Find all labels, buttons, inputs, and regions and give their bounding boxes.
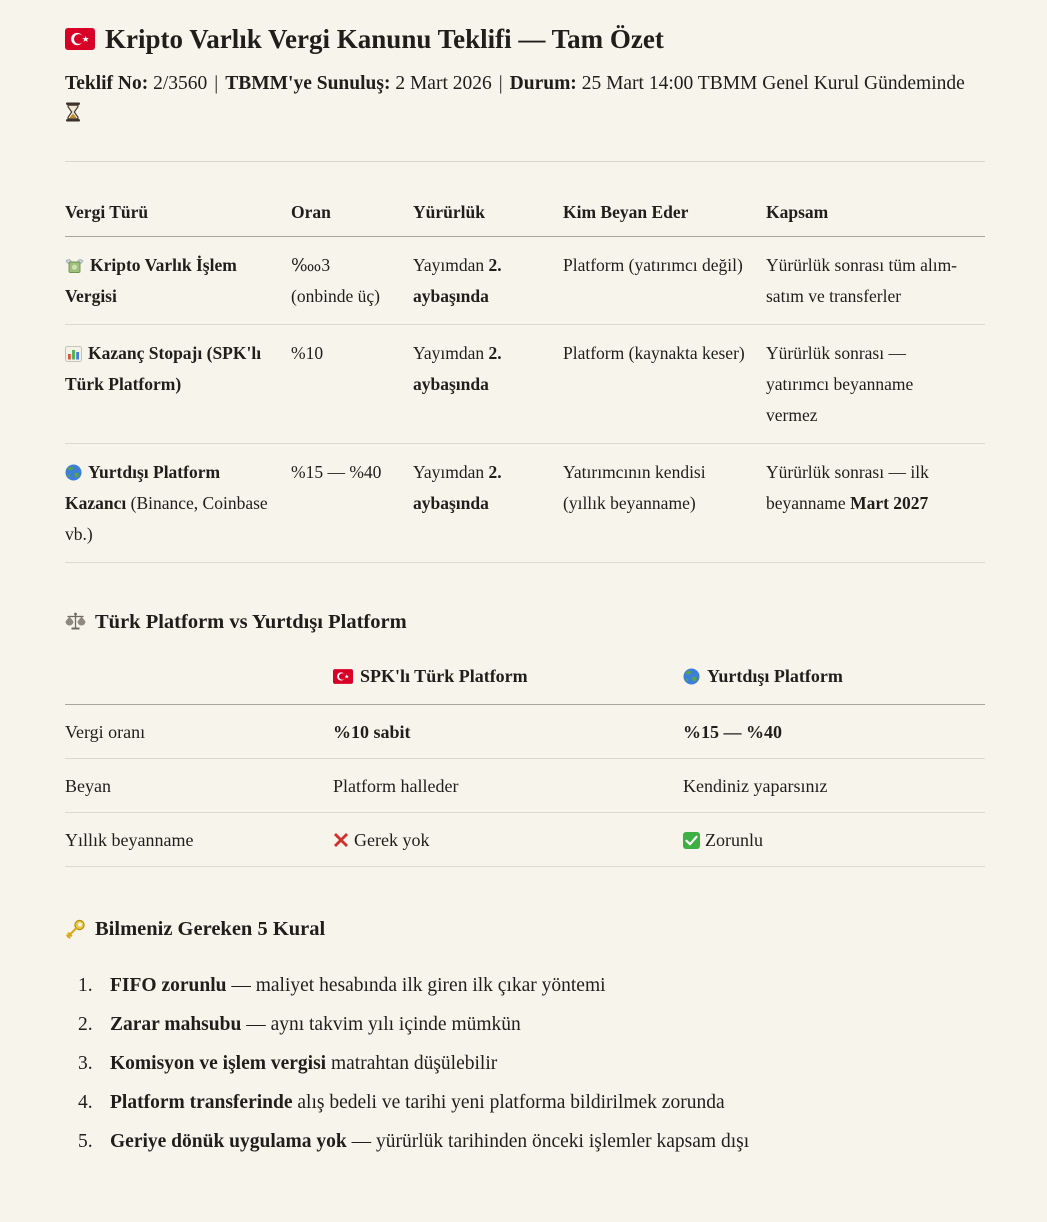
- cell-tax-name: [65, 444, 291, 563]
- comparison-foreign-value: [683, 813, 985, 866]
- tax-table-header-row: [65, 202, 985, 237]
- cell-effective: [413, 237, 563, 325]
- scope-text: Yürürlük sonrası — yatırımcı beyanname vermez: [766, 343, 914, 425]
- cell-declarer: Platform (yatırımcı değil): [563, 237, 766, 325]
- rule-text: [110, 1087, 725, 1118]
- tax-name-text: Yurtdışı Platform Kazancı: [65, 462, 221, 513]
- comparison-row-vergi-orani: [65, 705, 985, 759]
- rule-item-2: [65, 1009, 985, 1040]
- rules-list: [65, 970, 985, 1157]
- cross-mark-icon: [333, 832, 349, 848]
- hourglass-icon: [65, 102, 81, 122]
- meta-label-durum: Durum:: [509, 73, 577, 94]
- comparison-header-foreign: [683, 662, 985, 704]
- table-row-yurtdisi-kazanci: [65, 444, 985, 563]
- cell-scope: [766, 237, 985, 325]
- meta-separator: |: [498, 73, 503, 94]
- balance-scale-icon: [65, 612, 86, 632]
- rule-rest: matrahtan düşülebilir: [326, 1053, 498, 1074]
- meta-label-sunulus: TBMM'ye Sunuluş:: [225, 73, 391, 94]
- meta-value-teklif-no: 2/3560: [153, 73, 208, 94]
- page-title: [65, 22, 985, 56]
- cell-scope: [766, 444, 985, 563]
- bar-chart-icon: [65, 346, 82, 362]
- tr-flag-icon: [333, 669, 353, 684]
- money-with-wings-icon: [65, 258, 84, 274]
- comparison-header-turkish: [333, 662, 683, 704]
- comparison-heading-text: Türk Platform vs Yurtdışı Platform: [95, 611, 407, 633]
- comparison-table: [65, 662, 985, 867]
- globe-icon: [683, 668, 700, 685]
- comparison-turkish-value: [333, 813, 683, 866]
- comparison-row-yillik-beyanname: [65, 813, 985, 867]
- meta-label-teklif-no: Teklif No:: [65, 73, 149, 94]
- effective-prefix: Yayımdan: [413, 343, 485, 363]
- meta-value-sunulus: 2 Mart 2026: [395, 73, 492, 94]
- comparison-header-foreign-label: Yurtdışı Platform: [707, 666, 843, 686]
- rule-text: [110, 1048, 497, 1079]
- rule-rest: — yürürlük tarihinden önceki işlemler kapsam dışı: [346, 1131, 750, 1152]
- meta-line: [65, 68, 985, 130]
- rule-text: [110, 970, 606, 1001]
- key-icon: [65, 919, 86, 939]
- cell-tax-name: [65, 237, 291, 325]
- scope-bold: Mart 2027: [850, 493, 929, 513]
- rule-text: [110, 1126, 749, 1157]
- rule-rest: — aynı takvim yılı içinde mümkün: [241, 1014, 521, 1035]
- meta-separator: |: [214, 73, 219, 94]
- rule-number: 2.: [78, 1014, 93, 1035]
- cell-tax-name: [65, 325, 291, 444]
- comparison-turkish-value: %10 sabit: [333, 722, 411, 742]
- scope-text: Yürürlük sonrası tüm alım-satım ve transferler: [766, 255, 958, 306]
- rule-item-4: [65, 1087, 985, 1118]
- comparison-row-label: Yıllık beyanname: [65, 830, 194, 850]
- rule-item-3: [65, 1048, 985, 1079]
- column-header-oran: Oran: [291, 202, 413, 237]
- rule-item-1: [65, 970, 985, 1001]
- column-header-vergi-turu: Vergi Türü: [65, 202, 291, 237]
- rules-heading: [65, 915, 985, 943]
- rule-rest: alış bedeli ve tarihi yeni platforma bildirilmek zorunda: [292, 1092, 725, 1113]
- table-row-islem-vergisi: [65, 237, 985, 325]
- table-row-kazanc-stopaji: [65, 325, 985, 444]
- comparison-turkish-text: Gerek yok: [354, 830, 430, 850]
- comparison-header-turkish-label: SPK'lı Türk Platform: [360, 666, 528, 686]
- tax-name-note: (Binance, Coinbase vb.): [65, 493, 268, 544]
- effective-bold: 2. aybaşında: [413, 343, 502, 394]
- comparison-header-row: [65, 662, 985, 705]
- cell-rate: ‱3 (onbinde üç): [291, 237, 413, 325]
- comparison-foreign-text: Zorunlu: [705, 830, 763, 850]
- column-header-kapsam: Kapsam: [766, 202, 985, 237]
- effective-prefix: Yayımdan: [413, 462, 485, 482]
- column-header-kim-beyan-eder: Kim Beyan Eder: [563, 202, 766, 237]
- rule-lead: Geriye dönük uygulama yok: [110, 1131, 347, 1152]
- effective-prefix: Yayımdan: [413, 255, 485, 275]
- rule-text: [110, 1009, 521, 1040]
- comparison-heading: [65, 608, 985, 636]
- rule-number: 5.: [78, 1131, 93, 1152]
- tax-name-text: Kripto Varlık İşlem Vergisi: [65, 255, 237, 306]
- globe-icon: [65, 464, 82, 481]
- meta-value-durum: 25 Mart 14:00 TBMM Genel Kurul Gündeminde: [581, 73, 965, 94]
- comparison-foreign-value: Kendiniz yaparsınız: [683, 776, 828, 796]
- tax-table: [65, 202, 985, 563]
- rule-number: 4.: [78, 1092, 93, 1113]
- comparison-row-label: Beyan: [65, 776, 111, 796]
- rules-heading-text: Bilmeniz Gereken 5 Kural: [95, 918, 326, 940]
- cell-scope: [766, 325, 985, 444]
- comparison-header-empty: [65, 662, 333, 704]
- cell-effective: [413, 444, 563, 563]
- section-divider: [65, 161, 985, 162]
- rule-number: 1.: [78, 975, 93, 996]
- rule-lead: Platform transferinde: [110, 1092, 293, 1113]
- comparison-row-label: Vergi oranı: [65, 722, 146, 742]
- rule-lead: Komisyon ve işlem vergisi: [110, 1053, 327, 1074]
- cell-rate: %15 — %40: [291, 444, 413, 563]
- comparison-turkish-value: Platform halleder: [333, 776, 459, 796]
- cell-declarer: Platform (kaynakta keser): [563, 325, 766, 444]
- rule-rest: — maliyet hesabında ilk giren ilk çıkar yöntemi: [226, 975, 606, 996]
- effective-bold: 2. aybaşında: [413, 462, 502, 513]
- document: [65, 22, 985, 1157]
- rule-item-5: [65, 1126, 985, 1157]
- page-title-text: Kripto Varlık Vergi Kanunu Teklifi — Tam Özet: [105, 24, 664, 54]
- rule-lead: FIFO zorunlu: [110, 975, 227, 996]
- rule-number: 3.: [78, 1053, 93, 1074]
- comparison-foreign-value: %15 — %40: [683, 722, 782, 742]
- scope-text: Yürürlük sonrası — ilk beyanname: [766, 462, 929, 513]
- tax-name-text: Kazanç Stopajı (SPK'lı Türk Platform): [65, 343, 262, 394]
- column-header-yururluk: Yürürlük: [413, 202, 563, 237]
- cell-rate: %10: [291, 325, 413, 444]
- cell-declarer: Yatırımcının kendisi (yıllık beyanname): [563, 444, 766, 563]
- cell-effective: [413, 325, 563, 444]
- effective-bold: 2. aybaşında: [413, 255, 502, 306]
- rule-lead: Zarar mahsubu: [110, 1014, 242, 1035]
- comparison-row-beyan: [65, 759, 985, 813]
- tr-flag-icon: [65, 28, 95, 50]
- check-mark-icon: [683, 832, 700, 849]
